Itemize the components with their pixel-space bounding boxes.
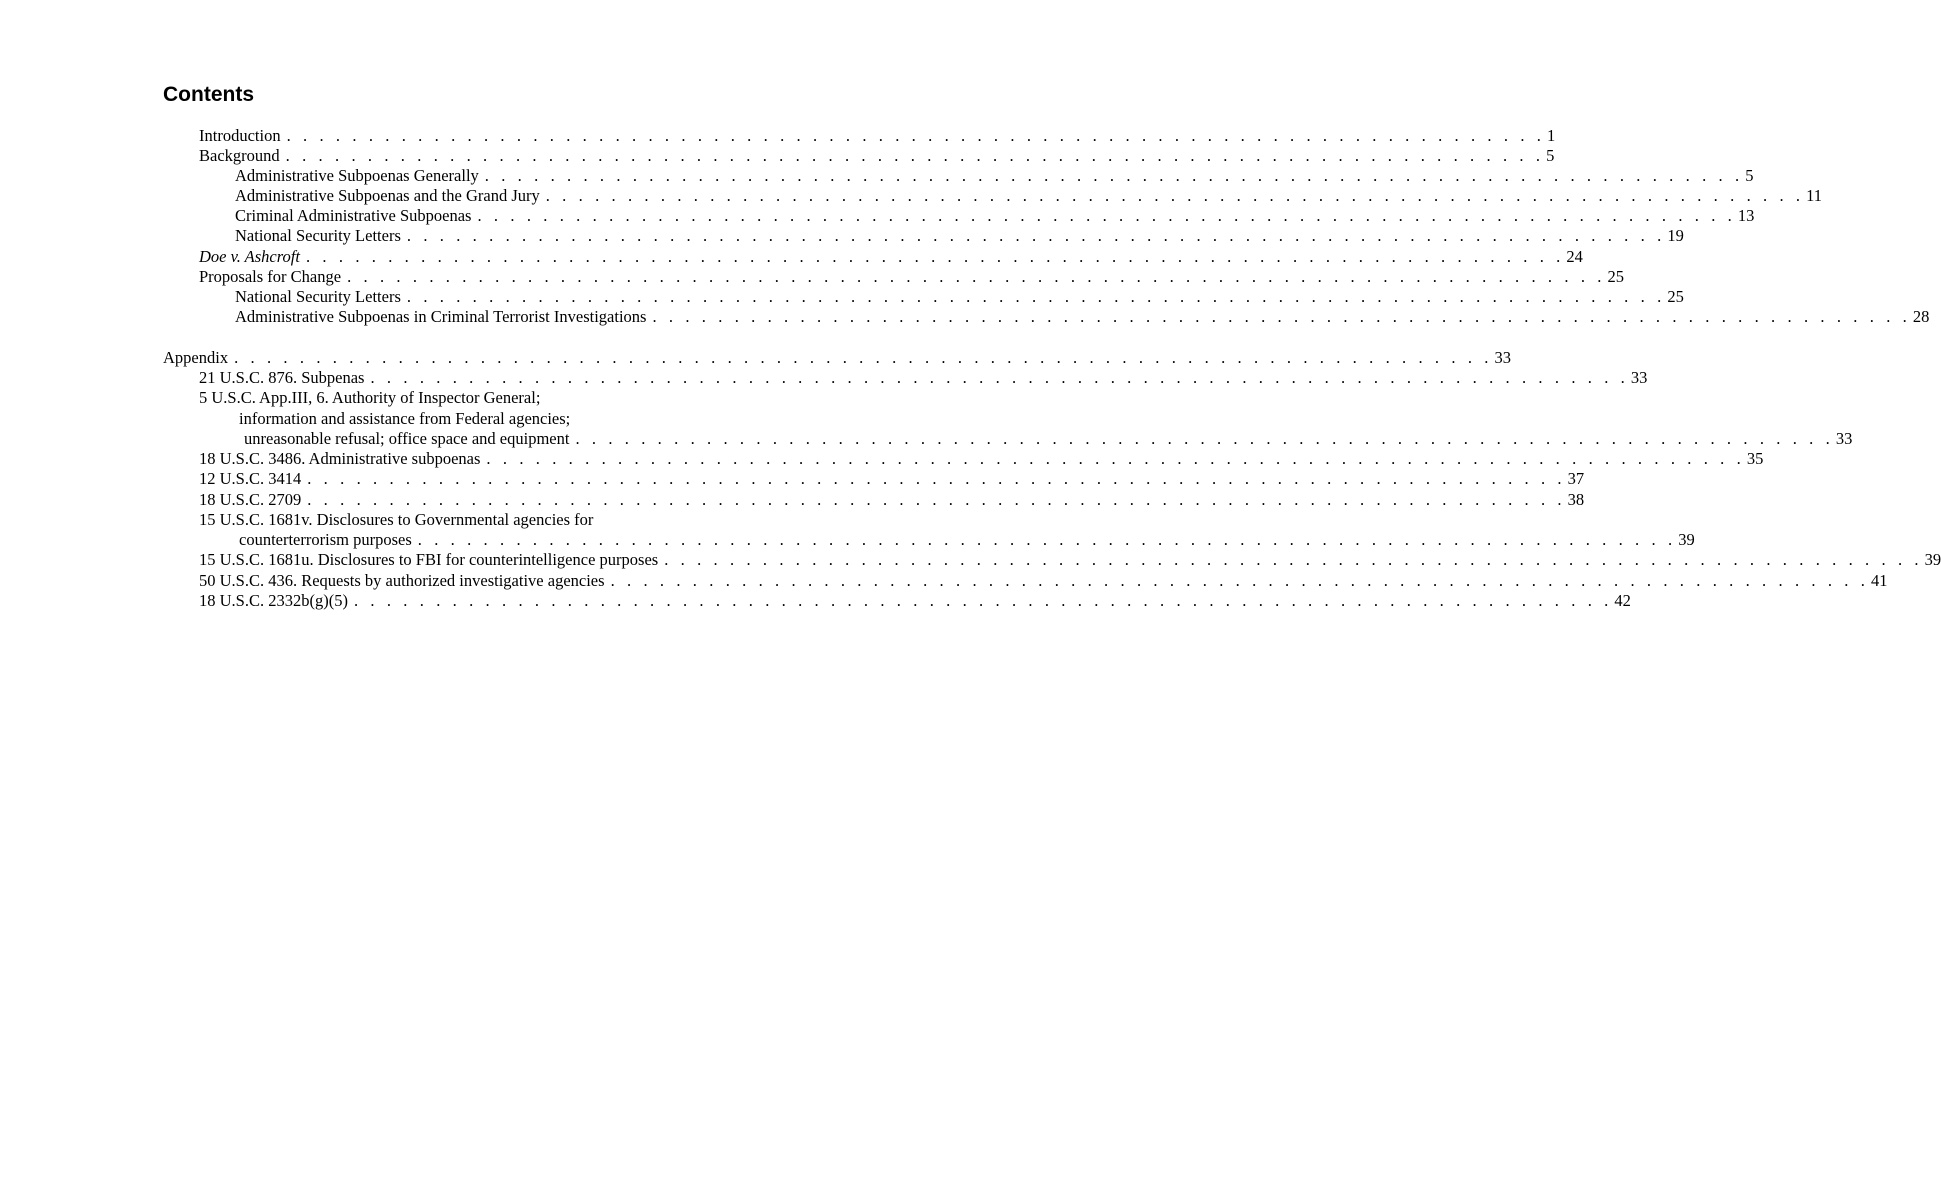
toc-page-number: 19 (1667, 226, 1684, 245)
dot-leader: . . . . . . . . . . . . . . . . . . . . . . . . . . . . . . . . . . . . . . . . . . . . . . . . . . . . . . . . . . . . . . . . . . . . . . . . . . . . . (305, 247, 1565, 266)
toc-entry-label: counterterrorism purposes (239, 530, 412, 549)
toc-entry-12-usc-3414[interactable] (199, 469, 1585, 489)
toc-page-number: 11 (1806, 186, 1823, 205)
dot-leader: . . . . . . . . . . . . . . . . . . . . . . . . . . . . . . . . . . . . . . . . . . . . . . . . . . . . . . . . . . . . . . . . . . . . . . . . . . . . . (370, 368, 1629, 387)
toc-page-number: 33 (1494, 348, 1512, 367)
toc-entry-15-usc-1681u[interactable] (199, 550, 1941, 570)
toc-entry-national-security-letters-proposal[interactable] (235, 287, 1684, 307)
dot-leader: . . . . . . . . . . . . . . . . . . . . . . . . . . . . . . . . . . . . . . . . . . . . . . . . . . . . . . . . . . . . . . . . . . . . . . . . . . . . . (406, 226, 1666, 245)
toc-entry-5-usc-app-iii-line1[interactable] (199, 388, 758, 408)
dot-leader: . . . . . . . . . . . . . . . . . . . . . . . . . . . . . . . . . . . . . . . . . . . . . . . . . . . . . . . . . . . . . . . . . . . . . . . . . . . . . (484, 166, 1744, 185)
toc-entry-label: unreasonable refusal; office space and equipment (244, 429, 570, 448)
toc-page-number: 28 (1912, 307, 1930, 326)
dot-leader: . . . . . . . . . . . . . . . . . . . . . . . . . . . . . . . . . . . . . . . . . . . . . . . . . . . . . . . . . . . . . . . . . . . . . . . . . . . . . (285, 146, 1545, 165)
dot-leader: . . . . . . . . . . . . . . . . . . . . . . . . . . . . . . . . . . . . . . . . . . . . . . . . . . . . . . . . . . . . . . . . . . . . . . . . . . . . . (664, 550, 1923, 569)
toc-entry-label: 12 U.S.C. 3414 (199, 469, 302, 488)
toc-page-number: 33 (1835, 429, 1853, 448)
dot-leader: . . . . . . . . . . . . . . . . . . . . . . . . . . . . . . . . . . . . . . . . . . . . . . . . . . . . . . . . . . . . . . . . . . . . . . . . . . . . . (486, 449, 1745, 468)
toc-entry-label: Proposals for Change (199, 267, 342, 286)
toc-entry-label: National Security Letters (235, 287, 401, 306)
toc-entry-label: 18 U.S.C. 2709 (199, 490, 302, 509)
toc-entry-15-usc-1681v-line1[interactable] (199, 510, 758, 530)
toc-entry-background[interactable] (199, 146, 1555, 166)
toc-page-number: 35 (1746, 449, 1764, 468)
toc-entry-label: 18 U.S.C. 3486. Administrative subpoenas (199, 449, 481, 468)
dot-leader: . . . . . . . . . . . . . . . . . . . . . . . . . . . . . . . . . . . . . . . . . . . . . . . . . . . . . . . . . . . . . . . . . . . . . . . . . . . . . (307, 490, 1566, 509)
toc-entry-label: Background (199, 146, 280, 165)
toc-entry-label: Criminal Administrative Subpoenas (235, 206, 472, 225)
dot-leader: . . . . . . . . . . . . . . . . . . . . . . . . . . . . . . . . . . . . . . . . . . . . . . . . . . . . . . . . . . . . . . . . . . . . . . . . . . . . . (575, 429, 1834, 448)
toc-entry-label: information and assistance from Federal agencies; (239, 409, 571, 428)
toc-entry-15-usc-1681v-line2[interactable] (239, 530, 1695, 550)
toc-entry-21-usc-876[interactable] (199, 368, 1648, 388)
toc-entry-50-usc-436[interactable] (199, 571, 1888, 591)
dot-leader: . . . . . . . . . . . . . . . . . . . . . . . . . . . . . . . . . . . . . . . . . . . . . . . . . . . . . . . . . . . . . . . . . . . . . . . . . . . . . (417, 530, 1677, 549)
toc-entry-label: Appendix (163, 348, 229, 367)
toc-entry-admin-subpoenas-grand-jury[interactable] (235, 186, 1823, 206)
toc-entry-18-usc-3486[interactable] (199, 449, 1764, 469)
dot-leader: . . . . . . . . . . . . . . . . . . . . . . . . . . . . . . . . . . . . . . . . . . . . . . . . . . . . . . . . . . . . . . . . . . . . . . . . . . . . . (353, 591, 1613, 610)
toc-entry-label: National Security Letters (235, 226, 401, 245)
toc-entry-national-security-letters[interactable] (235, 226, 1684, 246)
toc-page-number: 5 (1546, 146, 1555, 165)
toc-entry-label: Administrative Subpoenas and the Grand Jury (235, 186, 540, 205)
toc-entry-appendix[interactable] (163, 348, 1512, 368)
toc-page-number: 24 (1566, 247, 1583, 266)
toc-entry-label: 15 U.S.C. 1681u. Disclosures to FBI for counterintelligence purposes (199, 550, 659, 569)
dot-leader: . . . . . . . . . . . . . . . . . . . . . . . . . . . . . . . . . . . . . . . . . . . . . . . . . . . . . . . . . . . . . . . . . . . . . . . . . . . . . (347, 267, 1606, 286)
dot-leader: . . . . . . . . . . . . . . . . . . . . . . . . . . . . . . . . . . . . . . . . . . . . . . . . . . . . . . . . . . . . . . . . . . . . . . . . . . . . . (286, 126, 1546, 145)
toc-page-number: 39 (1678, 530, 1695, 549)
dot-leader: . . . . . . . . . . . . . . . . . . . . . . . . . . . . . . . . . . . . . . . . . . . . . . . . . . . . . . . . . . . . . . . . . . . . . . . . . . . . . (545, 186, 1805, 205)
toc-entry-doe-v-ashcroft[interactable] (199, 247, 1583, 267)
toc-entry-label: Introduction (199, 126, 281, 145)
toc-page-number: 1 (1547, 126, 1556, 145)
toc-entry-admin-subpoenas-generally[interactable] (235, 166, 1754, 186)
toc-page-number: 25 (1667, 287, 1684, 306)
toc-entry-5-usc-app-iii-line3[interactable] (244, 429, 1853, 449)
toc-page-number: 5 (1745, 166, 1754, 185)
toc-entry-label: 50 U.S.C. 436. Requests by authorized investigative agencies (199, 571, 605, 590)
toc-entry-label: Administrative Subpoenas Generally (235, 166, 479, 185)
toc-page-number: 37 (1567, 469, 1585, 488)
toc-entry-label: Administrative Subpoenas in Criminal Terrorist Investigations (235, 307, 647, 326)
toc-entry-admin-subpoenas-terrorist[interactable] (235, 307, 1930, 327)
toc-entry-label: Doe v. Ashcroft (199, 247, 300, 266)
toc-entry-label: 5 U.S.C. App.III, 6. Authority of Inspector General; (199, 388, 541, 407)
dot-leader: . . . . . . . . . . . . . . . . . . . . . . . . . . . . . . . . . . . . . . . . . . . . . . . . . . . . . . . . . . . . . . . . . . . . . . . . . . . . . (234, 348, 1493, 367)
dot-leader: . . . . . . . . . . . . . . . . . . . . . . . . . . . . . . . . . . . . . . . . . . . . . . . . . . . . . . . . . . . . . . . . . . . . . . . . . . . . . (477, 206, 1736, 225)
dot-leader: . . . . . . . . . . . . . . . . . . . . . . . . . . . . . . . . . . . . . . . . . . . . . . . . . . . . . . . . . . . . . . . . . . . . . . . . . . . . . (652, 307, 1911, 326)
dot-leader: . . . . . . . . . . . . . . . . . . . . . . . . . . . . . . . . . . . . . . . . . . . . . . . . . . . . . . . . . . . . . . . . . . . . . . . . . . . . . (307, 469, 1566, 488)
toc-page-number: 13 (1737, 206, 1755, 225)
toc-page-number: 39 (1924, 550, 1941, 569)
page-title: Contents (163, 83, 254, 106)
toc-page-number: 42 (1614, 591, 1631, 610)
toc-entry-18-usc-2332b[interactable] (199, 591, 1631, 611)
toc-entry-label: 15 U.S.C. 1681v. Disclosures to Governmental agencies for (199, 510, 594, 529)
toc-entry-introduction[interactable] (199, 126, 1556, 146)
toc-entry-5-usc-app-iii-line2[interactable] (239, 409, 758, 429)
toc-page-number: 33 (1630, 368, 1648, 387)
toc-page-number: 25 (1607, 267, 1625, 286)
toc-page-number: 38 (1567, 490, 1585, 509)
toc-entry-label: 21 U.S.C. 876. Subpenas (199, 368, 365, 387)
toc-entry-label: 18 U.S.C. 2332b(g)(5) (199, 591, 348, 610)
dot-leader: . . . . . . . . . . . . . . . . . . . . . . . . . . . . . . . . . . . . . . . . . . . . . . . . . . . . . . . . . . . . . . . . . . . . . . . . . . . . . (406, 287, 1666, 306)
toc-entry-proposals-for-change[interactable] (199, 267, 1625, 287)
dot-leader: . . . . . . . . . . . . . . . . . . . . . . . . . . . . . . . . . . . . . . . . . . . . . . . . . . . . . . . . . . . . . . . . . . . . . . . . . . . . . (610, 571, 1869, 590)
toc-entry-criminal-admin-subpoenas[interactable] (235, 206, 1755, 226)
toc-page-number: 41 (1871, 571, 1888, 590)
toc-entry-18-usc-2709[interactable] (199, 490, 1585, 510)
